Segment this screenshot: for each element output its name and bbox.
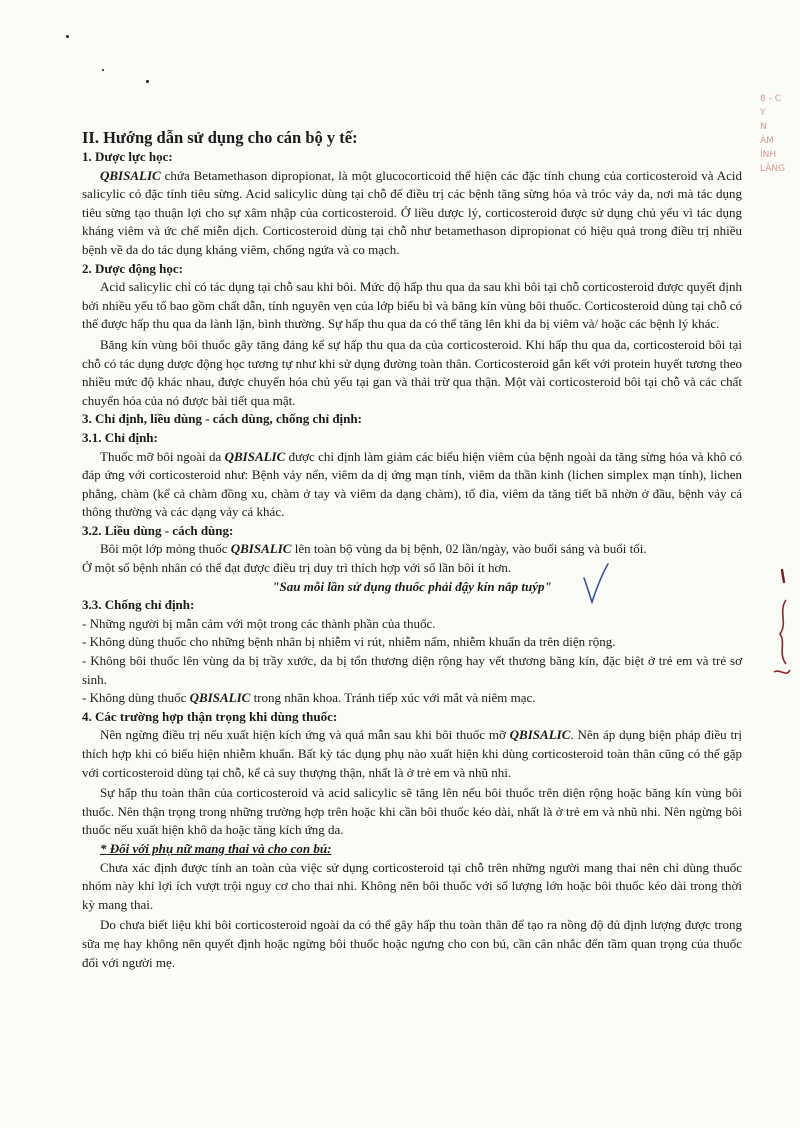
document-body: [82, 128, 742, 972]
pregnancy-paragraph-1: Chưa xác định được tính an toàn của việc sử dụng corticosteroid tại chỗ trên những người mang thai nên chỉ dùng thuốc nhóm này khi lợi ích vượt trội nguy cơ cho thai nhi. Không nên bôi thuốc với số lượng lớn hoặc bôi thuốc kéo dài trong thời kỳ mang thai.: [82, 859, 742, 912]
contraindication-item: - Những người bị mẫn cảm với một trong các thành phần của thuốc.: [82, 615, 436, 631]
scan-speck: [66, 35, 69, 38]
brand-name: QBISALIC: [100, 167, 161, 183]
scan-speck: [146, 80, 149, 83]
contraindication-item: [82, 689, 742, 708]
indications-paragraph: [82, 448, 742, 522]
dosage-paragraph-2: Ở một số bệnh nhân có thể đạt được điều trị duy trì thích hợp với số lần bôi ít hơn.: [82, 560, 512, 576]
brand-name: QBISALIC: [189, 690, 251, 706]
section-title: II. Hướng dẫn sử dụng cho cán bộ y tế:: [82, 128, 358, 147]
paragraph-text: Thuốc mỡ bôi ngoài da: [100, 448, 225, 464]
pharmacokinetics-paragraph-2: Băng kín vùng bôi thuốc gây tăng đáng kể sự hấp thu qua da của corticosteroid. Khi hấp thu qua da, corticosteroid bôi tại chỗ có tác dụng dược động học tương tự như khi sử dụng đường toàn thân. Corticosteroid gắn kết với protein huyết tương theo nhiều mức độ khác nhau, được chuyển hóa chủ yếu tại gan và thải trừ qua thận. Một vài corticosteroid bôi tại chỗ và các chất chuyển hóa của nó được bài tiết qua mật.: [82, 336, 742, 408]
stamp-fragment: [760, 92, 800, 222]
indications-heading: 3.1. Chỉ định:: [82, 429, 158, 445]
brand-name: QBISALIC: [224, 448, 286, 464]
precautions-paragraph-1: [82, 726, 742, 782]
dosage-note: "Sau mỗi lần sử dụng thuốc phải đậy kín nắp tuýp": [272, 578, 552, 594]
paragraph-text: Nên ngừng điều trị nếu xuất hiện kích ứng và quá mẫn sau khi bôi thuốc mỡ: [100, 727, 510, 743]
pharmacokinetics-heading: 2. Dược động học:: [82, 260, 183, 276]
brand-name: QBISALIC: [230, 541, 292, 557]
brand-name: QBISALIC: [509, 727, 571, 743]
precautions-paragraph-2: Sự hấp thu toàn thân của corticosteroid và acid salicylic sẽ tăng lên nếu bôi thuốc trên diện rộng hoặc băng kín vùng bôi thuốc. Nên thận trọng trong những trường hợp trên hoặc khi cần bôi thuốc kéo dài, nhất là ở trẻ em và nhũ nhi. Nên ngừng bôi thuốc nếu xuất hiện khô da hoặc tăng kích ứng da.: [82, 785, 742, 838]
pregnancy-paragraph-2: Do chưa biết liệu khi bôi corticosteroid ngoài da có thể gây hấp thu toàn thân để tạo ra nồng độ đủ định lượng được trong sữa mẹ hay không nên quyết định hoặc ngừng bôi thuốc hoặc ngưng cho con bú, cần cân nhắc đến tầm quan trọng của thuốc đối với người mẹ.: [82, 917, 742, 970]
contraindication-item: - Không dùng thuốc cho những bệnh nhân bị nhiễm vi rút, nhiễm nấm, nhiễm khuẩn da trên diện rộng.: [82, 634, 616, 650]
paragraph-text: chứa Betamethason dipropionat, là một glucocorticoid thể hiện các đặc tính chung của corticosteroid và Acid salicylic có đặc tính tiêu sừng. Acid salicylic dùng tại chỗ để điều trị các bệnh tăng sừng hóa và tróc vảy da, nơi mà tác dụng tiêu sừng tạo thuận lợi cho sự xâm nhập của corticosteroid. Ở liều dược lý, corticosteroid được sử dụng chủ yếu vì tác dụng kháng viêm và ức chế miễn dịch. Corticosteroid dùng tại chỗ như betamethason dipropionat có hiệu quả trong điều trị nhiều bệnh về da do tác dụng kháng viêm, chống ngứa và co mạch.: [82, 167, 742, 257]
stamp-text: LÂNG: [760, 164, 786, 174]
pharmacodynamics-paragraph: [82, 167, 742, 260]
contraindications-heading: 3.3. Chống chỉ định:: [82, 597, 195, 613]
contraindication-item: - Không bôi thuốc lên vùng da bị trầy xước, da bị tổn thương diện rộng hay vết thương băng kín, đặc biệt ở trẻ em và trẻ sơ sinh.: [82, 653, 742, 687]
stamp-text: ÀM: [760, 136, 774, 146]
signature-mark: [764, 560, 794, 690]
section3-heading: 3. Chỉ định, liều dùng - cách dùng, chống chỉ định:: [82, 411, 362, 427]
pregnancy-heading-text: * Đối với phụ nữ mang thai và cho con bú:: [100, 840, 332, 856]
paragraph-text: Bôi một lớp mỏng thuốc: [100, 541, 231, 557]
scan-speck: [102, 69, 104, 71]
paragraph-text: được chỉ định làm giảm các biểu hiện viêm của bệnh ngoài da tăng sừng hóa và khô có đáp ứng với corticosteroid như: Bệnh vảy nến, viêm da dị ứng mạn tính, viêm da thần kinh (lichen simplex mạn tính), lichen phẳng, chàm (kể cả chàm đồng xu, chàm ở tay và viêm da dạng chàm), tổ đỉa, viêm da tăng tiết bã nhờn ở đầu, bệnh vảy cá thông thường và các dạng vảy cá khác.: [82, 448, 742, 520]
pregnancy-heading: [82, 840, 742, 859]
precautions-heading: 4. Các trường hợp thận trọng khi dùng thuốc:: [82, 708, 338, 724]
stamp-text: 8 - C: [760, 94, 781, 104]
stamp-text: N: [760, 122, 767, 132]
paragraph-text: trong nhãn khoa. Tránh tiếp xúc với mắt và niêm mạc.: [250, 690, 536, 706]
dosage-heading: 3.2. Liều dùng - cách dùng:: [82, 522, 234, 538]
paragraph-text: . Nên áp dụng biện pháp điều trị thích hợp khi có biểu hiện nhiễm khuẩn. Bất kỳ tác dụng phụ nào xuất hiện khi dùng corticosteroid toàn thân cũng có thể gặp với corticosteroid dùng tại chỗ, kể cả suy thượng thận, nhất là ở trẻ em và nhũ nhi.: [82, 727, 742, 780]
stamp-text: Y: [760, 108, 766, 118]
stamp-text: ÍNH: [760, 150, 777, 160]
paragraph-text: - Không dùng thuốc: [82, 690, 190, 706]
pharmacodynamics-heading: 1. Dược lực học:: [82, 149, 173, 164]
dosage-paragraph: [82, 540, 742, 559]
pharmacokinetics-paragraph-1: Acid salicylic chỉ có tác dụng tại chỗ sau khi bôi. Mức độ hấp thu qua da sau khi bôi tại chỗ corticosteroid được quyết định bởi nhiều yếu tố bao gồm chất dẫn, tính nguyên vẹn của lớp biểu bì và băng kín vùng bôi thuốc. Corticosteroid dùng tại chỗ có thể được hấp thu qua da lành lặn, bình thường. Sự hấp thu qua da có thể tăng lên khi da bị viêm và/ hoặc các bệnh lý khác.: [82, 279, 742, 332]
paragraph-text: lên toàn bộ vùng da bị bệnh, 02 lần/ngày, vào buổi sáng và buổi tối.: [291, 541, 647, 557]
